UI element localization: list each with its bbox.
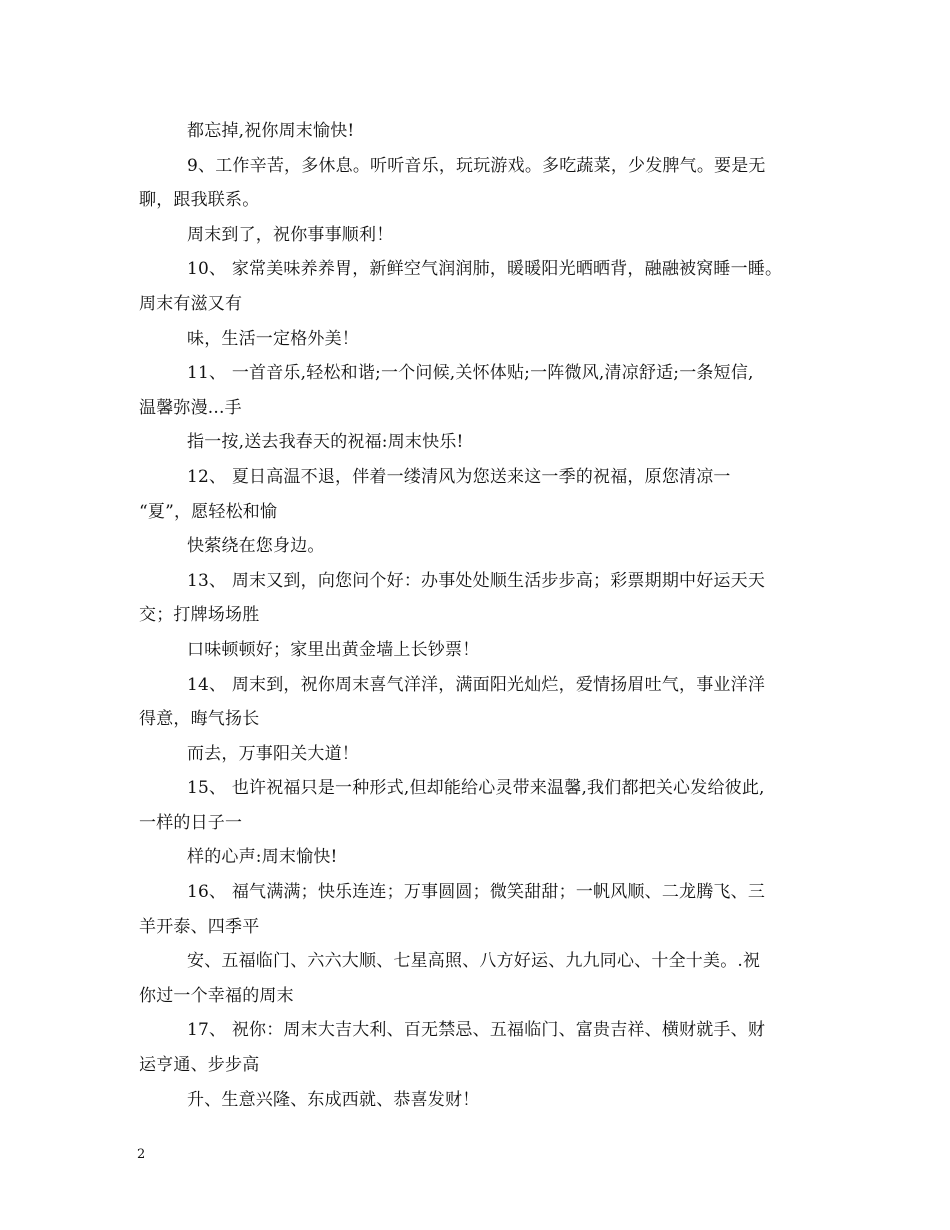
text-line: 得意，晦气扬长 — [139, 709, 260, 730]
text-line: 15、 也许祝福只是一种形式,但却能给心灵带来温馨,我们都把关心发给彼此, — [187, 778, 765, 799]
text-line: 13、 周末又到，向您问个好：办事处处顺生活步步高；彩票期期中好运天天 — [187, 570, 766, 591]
text-line: 周末有滋又有 — [139, 293, 243, 314]
text-line: 10、 家常美味养养胃，新鲜空气润润肺，暖暖阳光晒晒背，融融被窝睡一睡。 — [187, 259, 783, 280]
text-line: 安、五福临门、六六大顺、七星高照、八方好运、九九同心、十全十美。.祝 — [187, 951, 761, 972]
text-line: 运亨通、步步高 — [139, 1055, 260, 1076]
text-line: 你过一个幸福的周末 — [139, 985, 294, 1006]
text-line: 快萦绕在您身边。 — [187, 536, 325, 557]
text-line: 指一按,送去我春天的祝福:周末快乐! — [187, 432, 464, 453]
text-line: 一样的日子一 — [139, 812, 243, 833]
text-line: 口味顿顿好；家里出黄金墙上长钞票！ — [187, 639, 480, 660]
text-line: 聊，跟我联系。 — [139, 190, 260, 211]
text-line: 羊开泰、四季平 — [139, 916, 260, 937]
text-line: 9、工作辛苦，多休息。听听音乐，玩玩游戏。多吃蔬菜，少发脾气。要是无 — [187, 155, 766, 176]
text-line: 味，生活一定格外美！ — [187, 328, 359, 349]
page-number: 2 — [137, 1147, 146, 1162]
text-line: “夏”，愿轻松和愉 — [139, 501, 278, 522]
document-body — [139, 114, 819, 1117]
text-line: 而去，万事阳关大道！ — [187, 743, 359, 764]
text-line: 12、 夏日高温不退，伴着一缕清风为您送来这一季的祝福，原您清凉一 — [187, 466, 731, 487]
text-line: 交；打牌场场胜 — [139, 605, 260, 626]
text-line: 11、 一首音乐,轻松和谐;一个问候,关怀体贴;一阵微风,清凉舒适;一条短信, — [187, 363, 754, 384]
text-line: 温馨弥漫...手 — [139, 397, 242, 418]
text-line: 都忘掉,祝你周末愉快! — [187, 121, 355, 141]
text-line: 周末到了，祝你事事顺利！ — [187, 224, 394, 245]
text-line: 样的心声:周末愉快! — [187, 847, 338, 868]
text-line: 升、生意兴隆、东成西就、恭喜发财！ — [187, 1089, 480, 1110]
text-line: 14、 周末到，祝你周末喜气洋洋，满面阳光灿烂，爱情扬眉吐气，事业洋洋 — [187, 674, 766, 695]
text-line: 16、 福气满满；快乐连连；万事圆圆；微笑甜甜；一帆风顺、二龙腾飞、三 — [187, 882, 766, 903]
text-line: 17、 祝你：周末大吉大利、百无禁忌、五福临门、富贵吉祥、横财就手、财 — [187, 1020, 766, 1041]
